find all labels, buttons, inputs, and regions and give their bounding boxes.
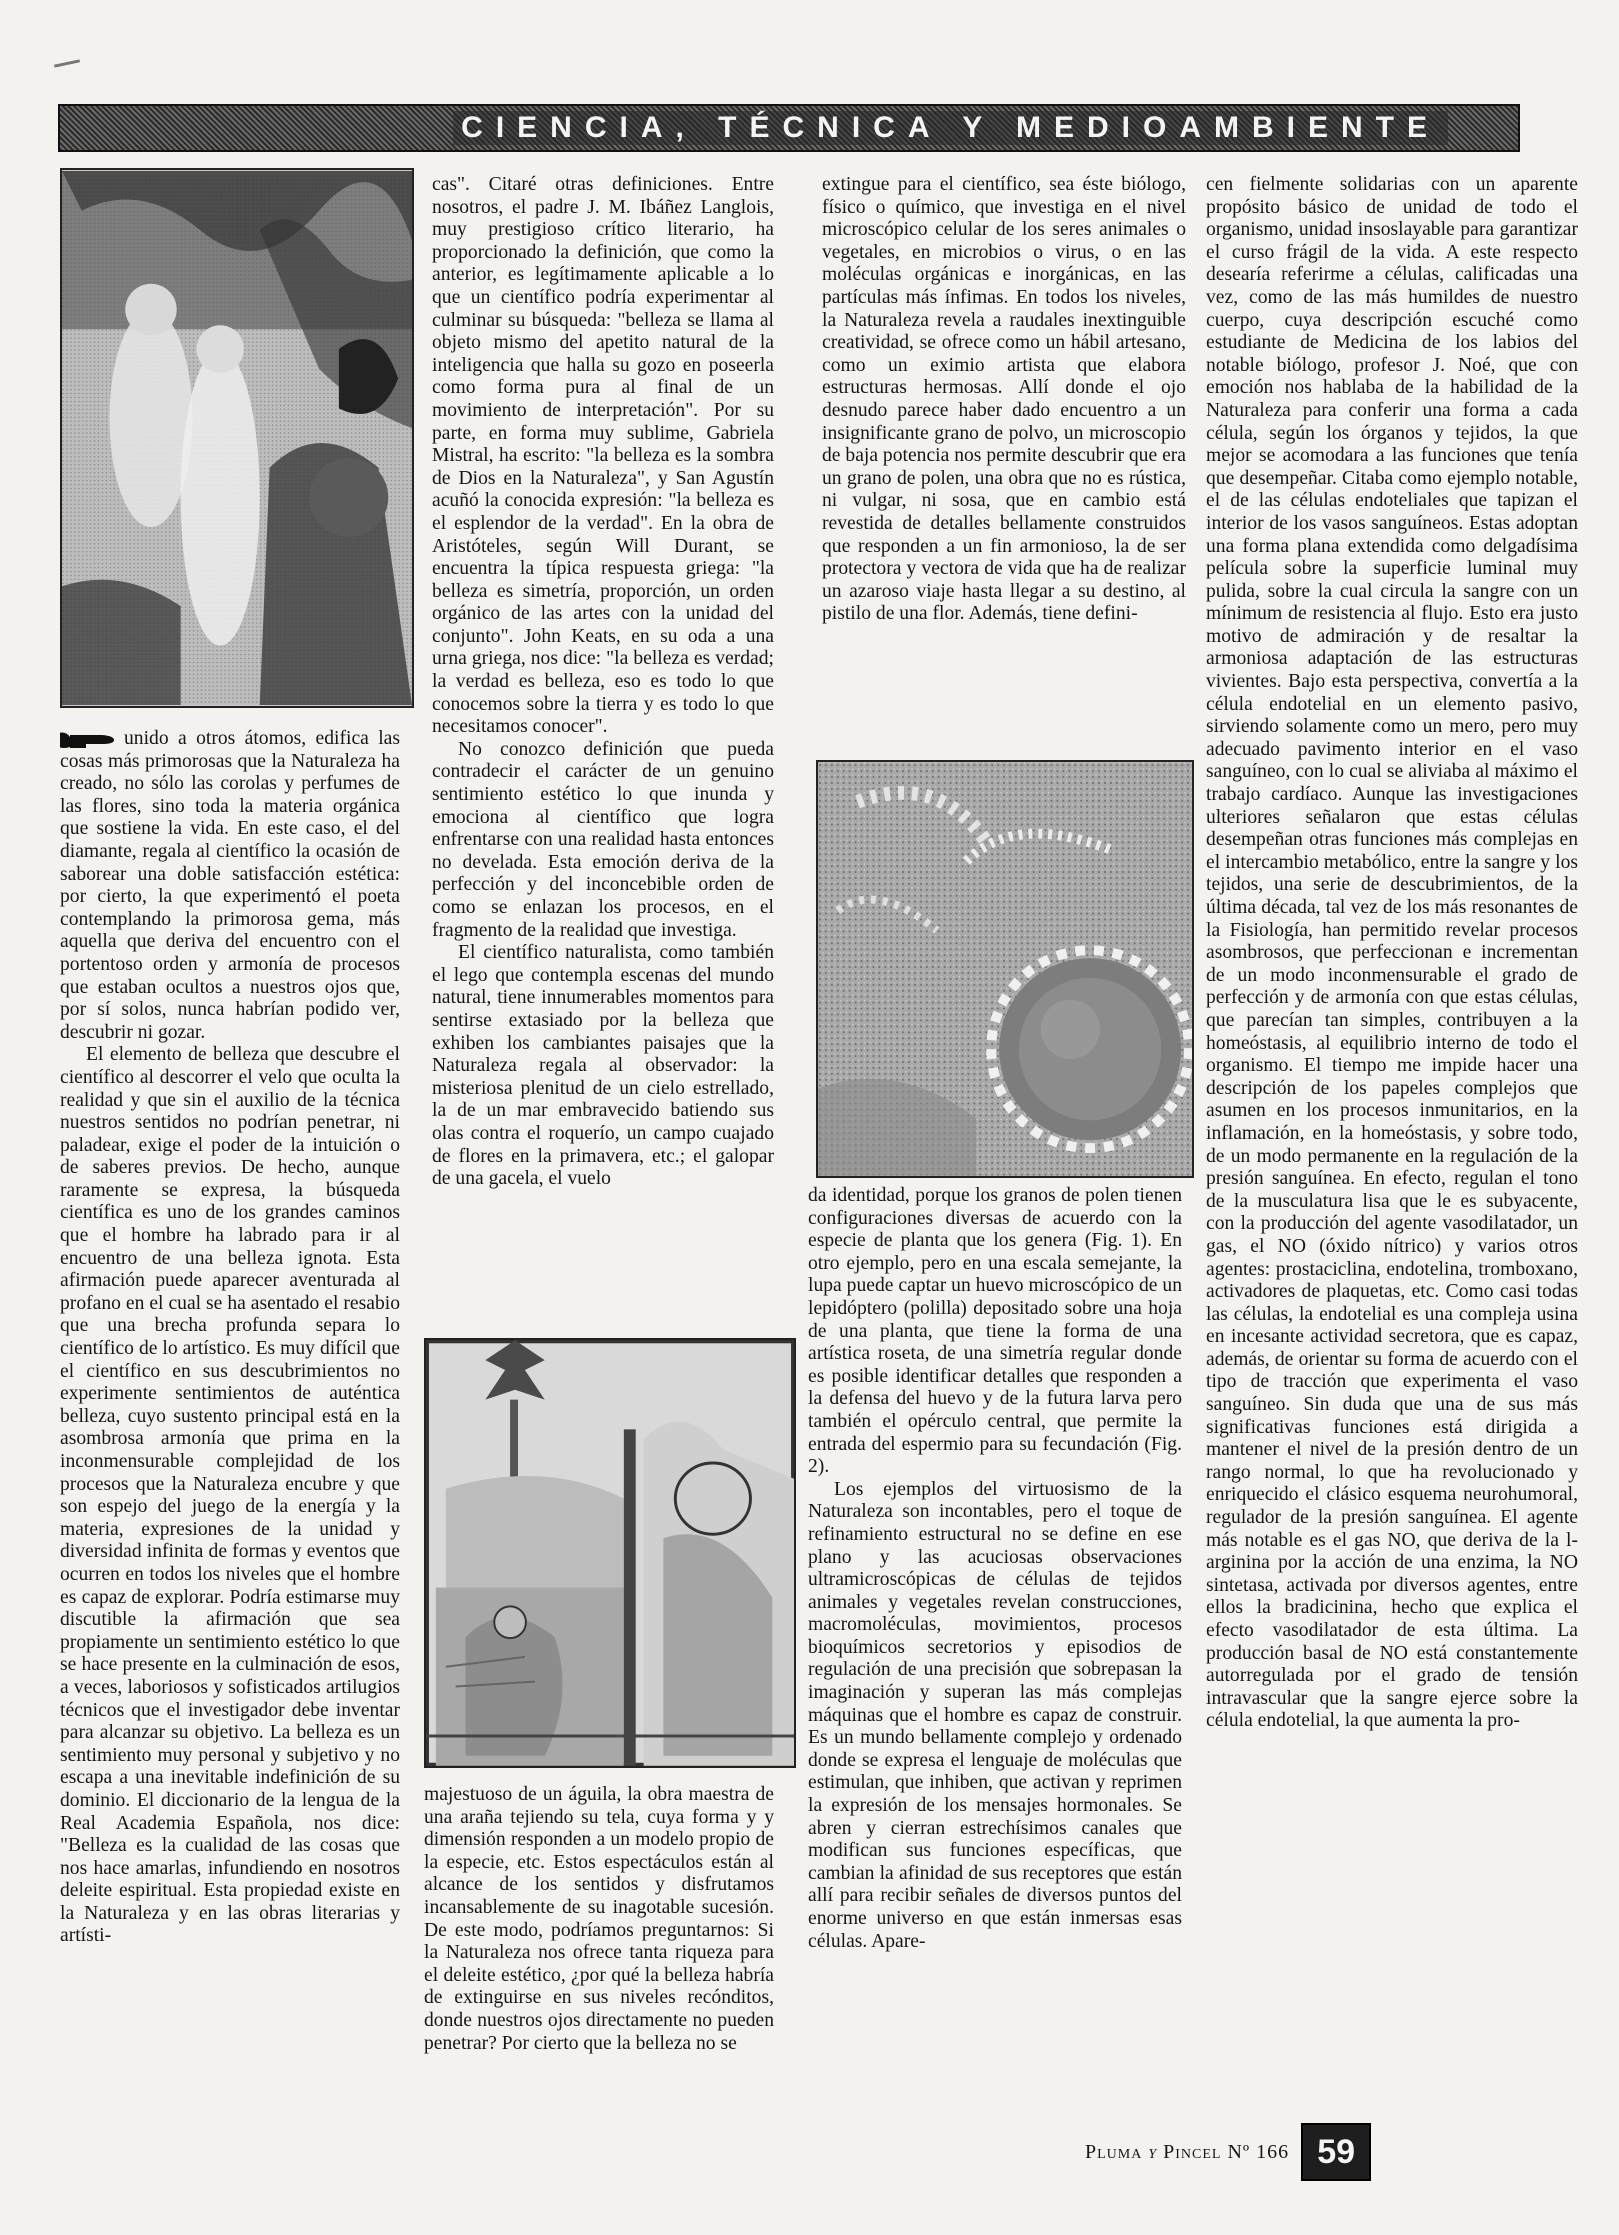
page-number: 59 bbox=[1301, 2123, 1371, 2181]
col1-paragraph-1: unido a otros átomos, edifica las cosas más primorosas que la Naturaleza ha creado, no sólo las corolas y perfumes de las flores, sino toda la materia orgánica que sostiene la vida. En este caso, el del diamante, regala al científico la ocasión de saborear una doble satisfacción estética: por cierto, la que experimentó el poeta contemplando la primorosa gema, más aquella que deriva del encuentro con el portentoso orden y armonía de procesos que estaban ocultos a nuestros ojos que, por sí solos, nunca habrían podido ver, descubrir ni gozar. bbox=[60, 728, 400, 1044]
pollen-illustration bbox=[818, 762, 1192, 1176]
column-4 bbox=[1206, 174, 1578, 2124]
section-title: CIENCIA, TÉCNICA Y MEDIOAMBIENTE bbox=[453, 111, 1448, 145]
column-3-top bbox=[822, 174, 1186, 754]
col2-bottom-paragraph: majestuoso de un águila, la obra maestra de una araña tejiendo su tela, cuya forma y y dimensión responden a un modelo propio de la especie, etc. Estos espectáculos están al alcance de los sentidos y disfrutamos incansablemente de su inagotable sucesión. De este modo, podríamos preguntarnos: Si la Naturaleza nos ofrece tanta riqueza para el deleite estético, ¿por qué la belleza habría de extinguirse en sus niveles recónditos, donde nuestros ojos directamente no pueden penetrar? Por cierto que la belleza no se bbox=[424, 1784, 774, 2054]
annunciation-illustration bbox=[426, 1340, 794, 1766]
painting-illustration bbox=[62, 170, 412, 706]
col2-paragraph-2: No conozco definición que pueda contradecir el carácter de un genuino sentimiento estético lo que inunda y emociona al científico que logra enfrentarse con una realidad hasta entonces no develada. Esta emoción deriva de la perfección y del inconcebible orden de como se enlazan los procesos, en el fragmento de la realidad que investiga. bbox=[432, 738, 774, 941]
col1-paragraph-2: El elemento de belleza que descubre el científico al descorrer el velo que oculta la realidad y que sin el auxilio de la técnica nuestros sentidos no podrían penetrar, ni paladear, exige el poder de la intuición o de saberes previos. De hecho, aunque raramente se expresa, la búsqueda científica es uno de los grandes caminos que el hombre ha labrado para ir al encuentro de una belleza ignota. Esta afirmación puede aparecer aventurada al profano en el cual se ha asentado el resabio que una brecha profunda separa lo científico de lo artístico. Es muy difícil que el científico en sus descubrimientos no experimente sentimientos de auténtica belleza, cuyo sustento principal está en la asombrosa armonía que prima en la inconmensurable complejidad de los procesos que la Naturaleza encubre y que son espejo del juego de la energía y la materia, expresiones de la unidad y diversidad infinita de formas y eventos que ocurren en todos los niveles que el hombre es capaz de explorar. Podría estimarse muy discutible la afirmación que sea propiamente un sentimiento estético lo que se hace presente en la culminación de esos, a veces, laboriosos y sofisticados artilugios técnicos que el investigador debe inventar para alcanzar su objetivo. La belleza es un sentimiento muy personal y subjetivo y no escapa a una inevitable indefinición de su dominio. El diccionario de la lengua de la Real Academia Española, nos dice: "Belleza es la cualidad de las cosas que nos hace amarlas, infundiendo en nosotros deleite espiritual. Esta propiedad existe en la Naturaleza y en las obras literarias y artísti- bbox=[60, 1044, 400, 1947]
col3-bottom-paragraph-1: da identidad, porque los granos de polen tienen configuraciones diversas de acuerdo con la especie de planta que los genera (Fig. 1). En otro ejemplo, pero en una escala semejante, la lupa puede captar un huevo microscópico de un lepidóptero (polilla) depositado sobre una hoja de una planta, que tiene la forma de una artística roseta, de una simetría regular donde es posible identificar detalles que responden a la defensa del huevo y de la futura larva pero también el opérculo central, que permite la entrada del espermio para su fecundación (Fig. 2). bbox=[808, 1185, 1182, 1478]
magazine-name: Pluma y Pincel Nº 166 bbox=[1085, 2140, 1290, 2163]
annunciation-figure bbox=[424, 1338, 796, 1768]
pollen-figure bbox=[816, 760, 1194, 1178]
col2-paragraph-1: cas". Citaré otras definiciones. Entre nosotros, el padre J. M. Ibáñez Langlois, muy prestigioso crítico literario, ha proporcionado la definición, que como la anterior, es legítimamente aplicable a lo que un científico podría experimentar al culminar su búsqueda: "belleza se llama al objeto mismo del apetito natural de la inteligencia que halla su gozo en poseerla como forma pura al final de un movimiento de interpretación". Por su parte, en forma muy sublime, Gabriela Mistral, ha escrito: "la belleza es la sombra de Dios en la Naturaleza", y San Agustín acuñó la conocida expresión: "la belleza es el esplendor de la verdad". En la obra de Aristóteles, según Will Durant, se encuentra la típica respuesta griega: "la belleza es simetría, proporción, un orden orgánico de las artes con la unidad del conjunto". John Keats, en su oda a una urna griega, nos dice: "la belleza es verdad; la verdad es belleza, eso es todo lo que conocemos sobre la tierra y es todo lo que necesitamos conocer". bbox=[432, 174, 774, 738]
section-header-banner bbox=[58, 104, 1520, 152]
scan-mark bbox=[54, 59, 80, 67]
col2-paragraph-3: El científico naturalista, como también el lego que contempla escenas del mundo natural, tiene innumerables momentos para sentirse extasiado por la belleza que exhiben los cambiantes paisajes que la Naturaleza regala al observador: la misteriosa plenitud de un cielo estrellado, la de un mar embravecido batiendo sus olas contra el roquerío, un campo cuajado de flores en la primavera, etc.; el galopar de una gacela, el vuelo bbox=[432, 942, 774, 1190]
issue-number: Nº 166 bbox=[1227, 2140, 1290, 2163]
col3-paragraph-1: extingue para el científico, sea éste biólogo, físico o químico, que investiga en el nivel microscópico celular de los seres animales o vegetales, en microbios o virus, o en las moléculas orgánicas e inorgánicas, en las partículas más ínfimas. En todos los niveles, la Naturaleza revela a raudales inextinguible creatividad, se ofrece como un hábil artesano, como un eximio artista que elabora estructuras hermosas. Allí donde el ojo desnudo parece haber dado encuentro a un insignificante grano de polvo, un microscopio de baja potencia nos permite descubrir que era un grano de polen, una obra que no es rústica, ni vulgar, ni sosa, que en cambio está revestida de detalles bellamente construidos que responden a un fin armonioso, la de ser protectora y vectora de vida que ha de realizar un azaroso viaje hasta llegar a su destino, al pistilo de una flor. Además, tiene defini- bbox=[822, 174, 1186, 625]
pointing-hand-icon bbox=[60, 729, 118, 751]
column-2-bottom bbox=[424, 1784, 774, 2124]
painting-figure bbox=[60, 168, 414, 708]
col3-bottom-paragraph-2: Los ejemplos del virtuosismo de la Naturaleza son incontables, pero el toque de refinamiento estructural no se define en ese plano y las acuciosas observaciones ultramicroscópicas de células de tejidos animales y vegetales revelan construcciones, macromoléculas, movimientos, procesos bioquímicos secretorios y episodios de regulación de una precisión que sobrepasan la imaginación y superan las más complejas máquinas que el hombre es capaz de construir. Es un mundo bellamente complejo y ordenado donde se expresa el lenguaje de moléculas que estimulan, que inhiben, que activan y reprimen la expresión de los mensajes hormonales. Se abren y cierran estrechísimos canales que modifican sus funciones específicas, que cambian la afinidad de sus receptores que están allí para recibir señales de diversos puntos del enorme universo en que están inmersas esas células. Apare- bbox=[808, 1478, 1182, 1952]
page-footer bbox=[1085, 2122, 1371, 2182]
col4-paragraph-1: cen fielmente solidarias con un aparente propósito básico de unidad de todo el organismo, unidad insoslayable para garantizar el curso frágil de la vida. A este respecto desearía referirme a células, calificadas una vez, como de las más humildes de nuestro cuerpo, cuya descripción escuché como estudiante de Medicina de los labios del notable biólogo, profesor J. Noé, que con emoción nos hablaba de la habilidad de la Naturaleza para conferir una forma a cada célula, según los órganos y tejidos, la que mejor se acomodara a las funciones que tenía que desempeñar. Citaba como ejemplo notable, el de las células endoteliales que tapizan el interior de los vasos sanguíneos. Estas adoptan una forma plana extendida como delgadísima película sobre la superficie luminal muy pulida, sobre la cual circula la sangre con un mínimum de resistencia al flujo. Esto era justo motivo de admiración y de resaltar la armoniosa adaptación de las estructuras vivientes. Bajo esta perspectiva, convertía a la célula endotelial en un elemento pasivo, sirviendo solamente como un mero, pero muy adecuado pavimento interior en el vaso sanguíneo, con lo cual se aliviaba al máximo el trabajo cardíaco. Aunque las investigaciones ulteriores señalaron que estas células desempeñan otras funciones más complejas en el intercambio metabólico, entre la sangre y los tejidos, una serie de descubrimientos, de la última década, tal vez de los más resonantes de la Fisiología, han permitido revelar procesos asombrosos, que perfeccionan e incrementan de un modo inconmensurable el grado de perfección y de armonía con que estas células, que parecían tan simples, contribuyen a la homeóstasis, al equilibrio interno de todo el organismo. El tiempo me impide hacer una descripción de los papeles complejos que asumen en los procesos inmunitarios, en la inflamación, en la homeóstasis, y sobre todo, de un modo permanente en la regulación de la presión sanguínea. En efecto, regulan el tono de la musculatura lisa que le es subyacente, con la producción del agente vasodilatador, un gas, el NO (óxido nítrico) y varios otros agentes: prostaciclina, endotelina, tromboxano, activadores de plaquetas, etc. Como casi todas las células, la endotelial es una compleja usina en incesante actividad secretora, que es capaz, además, de orientar su forma de acuerdo con el tipo de tracción que experimenta el vaso sanguíneo. Sin duda que una de sus más significativas funciones está dirigida a mantener el nivel de la presión dentro de un rango normal, lo que ha revolucionado y enriquecido el clásico esquema neurohumoral, regulador de la presión sanguínea. El agente más notable es el gas NO, que deriva de la l-arginina por la acción de una enzima, la NO sintetasa, activada por diversos agentes, entre ellos la bradicinina, hecho que explica el efecto vasodilatador de esta última. La producción basal de NO está constantemente autorregulada por el grado de tensión intravascular que la sangre ejerce sobre la célula endotelial, la que aumenta la pro- bbox=[1206, 174, 1578, 1732]
column-1 bbox=[60, 728, 400, 2118]
column-2-top bbox=[432, 174, 774, 1319]
column-3-bottom bbox=[808, 1185, 1182, 2125]
